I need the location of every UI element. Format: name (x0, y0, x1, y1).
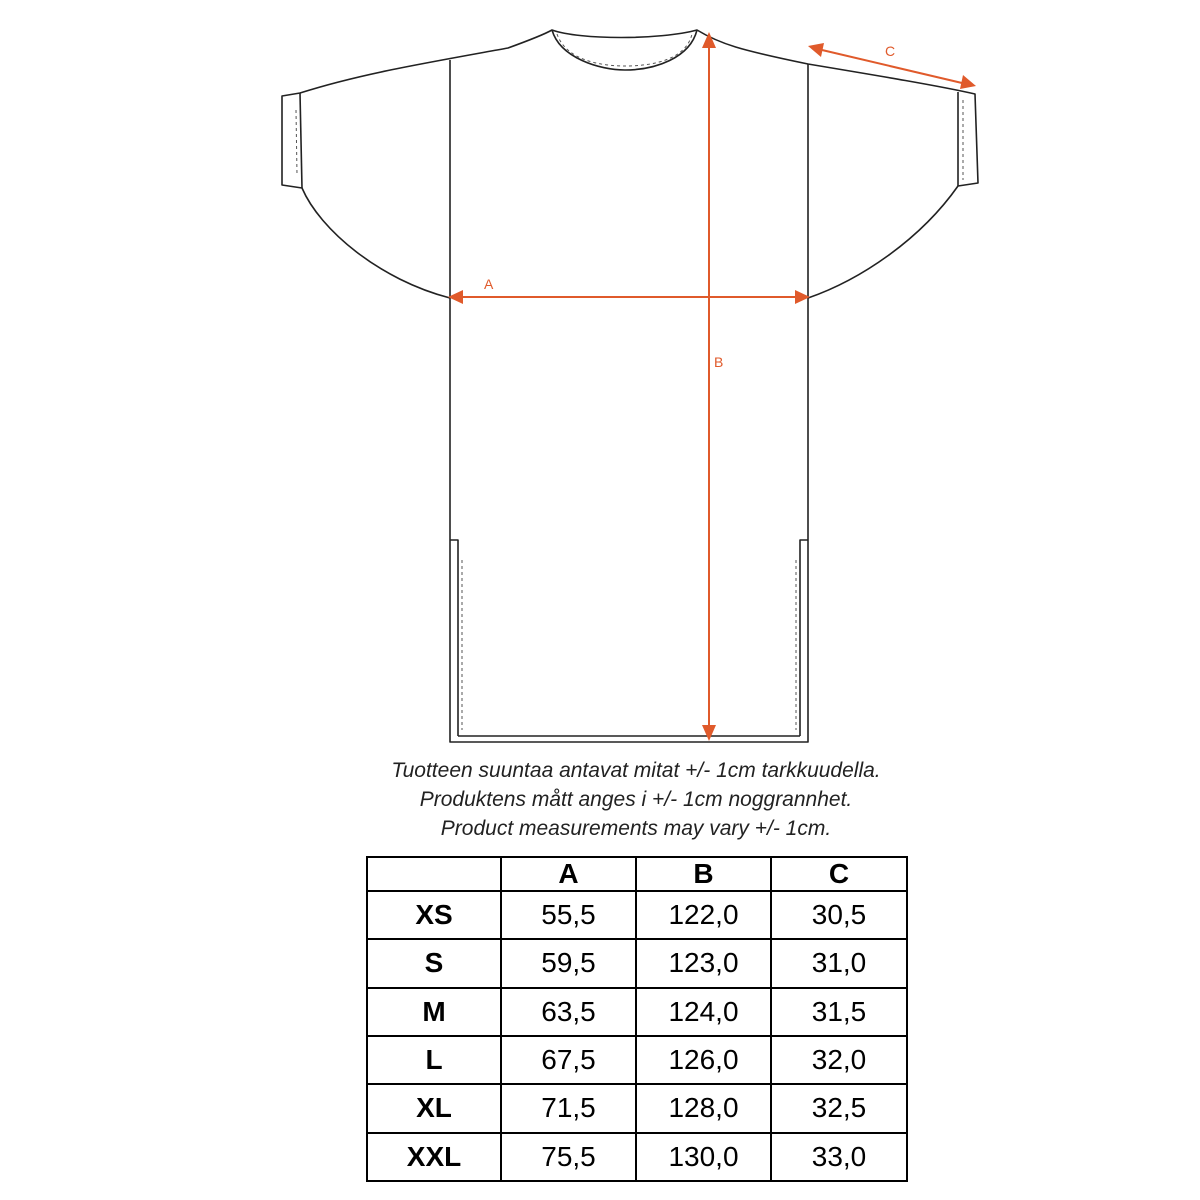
size-cell: XXL (367, 1133, 501, 1181)
value-b: 126,0 (636, 1036, 771, 1084)
measurement-notes (0, 756, 1200, 843)
table-row (367, 1133, 907, 1181)
value-a: 63,5 (501, 988, 636, 1036)
table-header-row (367, 857, 907, 891)
value-c: 31,0 (771, 939, 907, 987)
value-b: 128,0 (636, 1084, 771, 1132)
left-cuff-stitch (296, 110, 297, 175)
measure-b (702, 32, 723, 741)
measure-b-arrow-bottom (702, 725, 716, 741)
right-slit (800, 540, 808, 736)
header-size (367, 857, 501, 891)
size-cell: M (367, 988, 501, 1036)
size-cell: XS (367, 891, 501, 939)
value-c: 32,0 (771, 1036, 907, 1084)
note-finnish: Tuotteen suuntaa antavat mitat +/- 1cm tarkkuudella. (391, 759, 881, 782)
value-c: 32,5 (771, 1084, 907, 1132)
measure-a (448, 276, 810, 304)
left-cuff (300, 93, 302, 188)
neckline (552, 30, 697, 70)
header-b: B (636, 857, 771, 891)
measure-c (808, 43, 976, 89)
measure-c-label: C (885, 43, 896, 59)
value-a: 55,5 (501, 891, 636, 939)
measure-c-arrow-right (960, 75, 976, 89)
value-c: 30,5 (771, 891, 907, 939)
neckline-stitch (557, 34, 692, 66)
measure-c-arrow-left (808, 43, 824, 57)
dress-outline (282, 30, 978, 742)
value-a: 71,5 (501, 1084, 636, 1132)
value-c: 31,5 (771, 988, 907, 1036)
measure-a-label: A (484, 276, 494, 292)
left-slit (450, 540, 458, 736)
measure-b-label: B (714, 354, 724, 370)
table-row (367, 1036, 907, 1084)
table-row (367, 988, 907, 1036)
size-table (366, 856, 908, 1182)
header-a: A (501, 857, 636, 891)
value-b: 130,0 (636, 1133, 771, 1181)
header-c: C (771, 857, 907, 891)
value-a: 67,5 (501, 1036, 636, 1084)
value-b: 123,0 (636, 939, 771, 987)
size-cell: XL (367, 1084, 501, 1132)
size-cell: S (367, 939, 501, 987)
size-cell: L (367, 1036, 501, 1084)
table-row (367, 1084, 907, 1132)
value-a: 59,5 (501, 939, 636, 987)
value-b: 122,0 (636, 891, 771, 939)
table-row (367, 891, 907, 939)
table-row (367, 939, 907, 987)
note-english: Product measurements may vary +/- 1cm. (440, 817, 832, 840)
note-swedish: Produktens mått anges i +/- 1cm noggrannhet. (419, 788, 853, 811)
value-c: 33,0 (771, 1133, 907, 1181)
dress-body-outline (282, 30, 978, 742)
value-b: 124,0 (636, 988, 771, 1036)
value-a: 75,5 (501, 1133, 636, 1181)
